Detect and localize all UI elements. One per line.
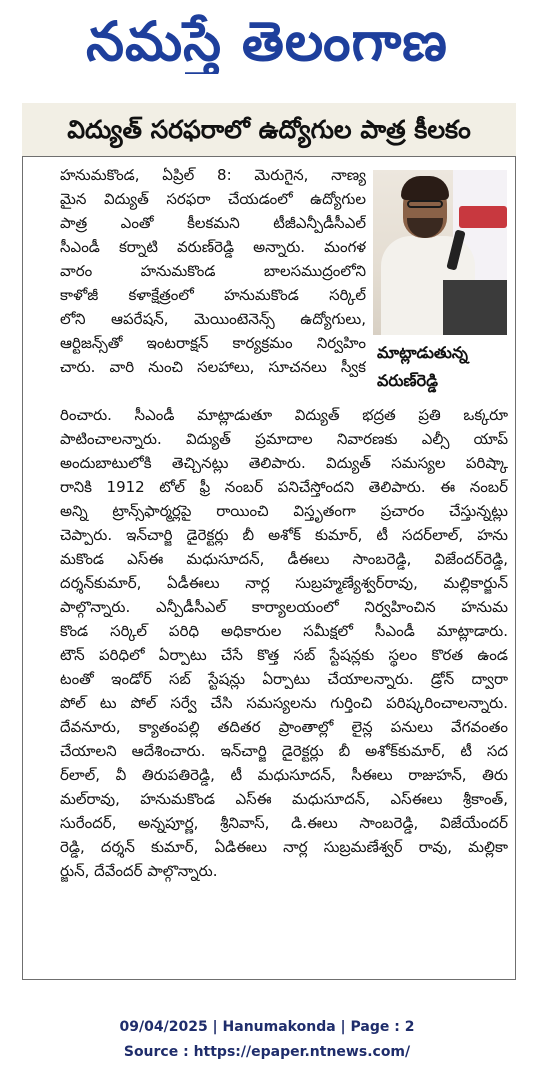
- article-line: రెడ్డి, దర్శన్ కుమార్, ఏడిఈలు నార్ల సుబ్రమణేశ్వర్ రావు, మల్లికా: [60, 838, 508, 856]
- speaker-hair: [401, 176, 449, 200]
- article-line: కొండ సర్కిల్ పరిధి అధికారుల సమీక్షలో సీఎండీ మాట్లాడారు.: [60, 622, 508, 640]
- article-line: మకొండ ఎస్ఈ మధుసూదన్, డీఈలు సాంబరెడ్డి, విజేందర్‌రెడ్డి,: [60, 550, 508, 568]
- photo-caption-line: మాట్లాడుతున్న: [377, 343, 468, 362]
- article-line: పాత్ర ఎంతో కీలకమని టీజీఎన్పీడీసీఎల్: [60, 214, 366, 232]
- article-line: సీఎండీ కర్నాటి వరుణ్‌రెడ్డి అన్నారు. మంగళ: [60, 238, 366, 256]
- podium: [443, 280, 507, 335]
- headline-band: [22, 103, 516, 157]
- article-line: చేయాలని ఆదేశించారు. ఇన్‌చార్జి డైరెక్టర్లు బీ అశోక్‌కుమార్, టీ సద: [60, 742, 508, 760]
- article-line: లోని ఆపరేషన్, మెయింటెనెన్స్ ఉద్యోగులు,: [60, 310, 366, 328]
- article-line: అందుబాటులోకి తెచ్చినట్లు తెలిపారు. విద్యుత్ సమస్యల పరిష్కా: [60, 454, 508, 472]
- article-line: ఆర్టిజన్స్‌తో ఇంటరాక్షన్ కార్యక్రమం నిర్వహిం: [60, 334, 366, 352]
- footer-date-edition: 09/04/2025 | Hanumakonda | Page : 2: [119, 1019, 415, 1035]
- photo-caption-line: వరుణ్‌రెడ్డి: [377, 371, 438, 390]
- article-line: కాళోజీ కళాక్షేత్రంలో హనుమకొండ సర్కిల్: [60, 286, 366, 304]
- newspaper-masthead: నమస్తే తెలంగాణ: [86, 10, 448, 73]
- article-line: హనుమకొండ, ఏప్రిల్ 8: మెరుగైన, నాణ్య: [60, 166, 366, 184]
- article-line: ర్‌లాల్, వీ తిరుపతిరెడ్డి, టీ మధుసూదన్, సీఈలు రాజుహన్, తిరు: [60, 766, 508, 784]
- article-line: అన్ని ట్రాన్స్‌ఫార్మర్లపై రాయించి విస్తృతంగా ప్రచారం చేస్తున్నట్లు: [60, 502, 508, 520]
- speaker-glasses: [407, 200, 443, 208]
- article-line: దేవనూరు, క్యాతంపల్లి తదితర ప్రాంతాల్లో లైన్ల పనులు వేగవంతం: [60, 718, 508, 736]
- article-line: పోల్ టు పోల్ సర్వే చేసి సమస్యలను గుర్తించి పరిష్కరించాలన్నారు.: [60, 694, 508, 712]
- article-line: మైన విద్యుత్ సరఫరా చేయడంలో ఉద్యోగుల: [60, 190, 366, 208]
- article-body-narrow: [60, 163, 366, 379]
- speaker-photo: [373, 170, 507, 335]
- article-headline: విద్యుత్ సరఫరాలో ఉద్యోగుల పాత్ర కీలకం: [67, 115, 471, 144]
- article-line: చెప్పారు. ఇన్‌చార్జి డైరెక్టర్లు బీ అశోక్ కుమార్, టీ సదర్‌లాల్, హను: [60, 526, 508, 544]
- article-line: దర్శన్‌కుమార్, ఏడీఈలు నార్ల సుబ్రహ్మణ్యేశ్వర్‌రావు, మల్లికార్జున్: [60, 574, 508, 592]
- photo-banner-red-patch: [459, 206, 507, 228]
- article-line: చారు. వారి నుంచి సలహాలు, సూచనలు స్వీక: [60, 358, 366, 376]
- article-line: టంతో ఇండోర్ సబ్ స్టేషన్లు ఏర్పాటు చేయాలన్నారు. డ్రోన్ ద్వారా: [60, 670, 508, 688]
- footer-source-link[interactable]: Source : https://epaper.ntnews.com/: [123, 1044, 411, 1060]
- article-line: రానికి 1912 టోల్ ఫ్రీ నంబర్ పనిచేస్తోందని తెలిపారు. ఈ నంబర్: [60, 478, 508, 496]
- article-body-wide: [60, 403, 508, 883]
- article-line: సురేందర్, అన్నపూర్ణ, శ్రీనివాస్, డి.ఈలు సాంబరెడ్డి, విజేయేందర్: [60, 814, 508, 832]
- article-line: పాటించాలన్నారు. విద్యుత్ ప్రమాదాల నివారణకు ఎల్సీ యాప్: [60, 430, 508, 448]
- article-line: రించారు. సీఎండీ మాట్లాడుతూ విద్యుత్ భద్రత ప్రతి ఒక్కరూ: [60, 406, 508, 424]
- photo-caption: [377, 339, 505, 395]
- article-line: టౌన్ పరిధిలో ఏర్పాటు చేసే కొత్త సబ్ స్టేషన్లకు స్థలం కొరత ఉండ: [60, 646, 508, 664]
- article-line: పాల్గొన్నారు. ఎన్పీడీసీఎల్ కార్యాలయంలో నిర్వహించిన హనుమ: [60, 598, 508, 616]
- article-line-last: ర్జున్, దేవేందర్ పాల్గొన్నారు.: [60, 862, 218, 880]
- article-line: మల్‌రావు, హనుమకొండ ఎస్ఈ మధుసూదన్, ఎస్ఈలు శ్రీకాంత్,: [60, 790, 508, 808]
- article-line: వారం హనుమకొండ బాలసముద్రంలోని: [60, 262, 366, 280]
